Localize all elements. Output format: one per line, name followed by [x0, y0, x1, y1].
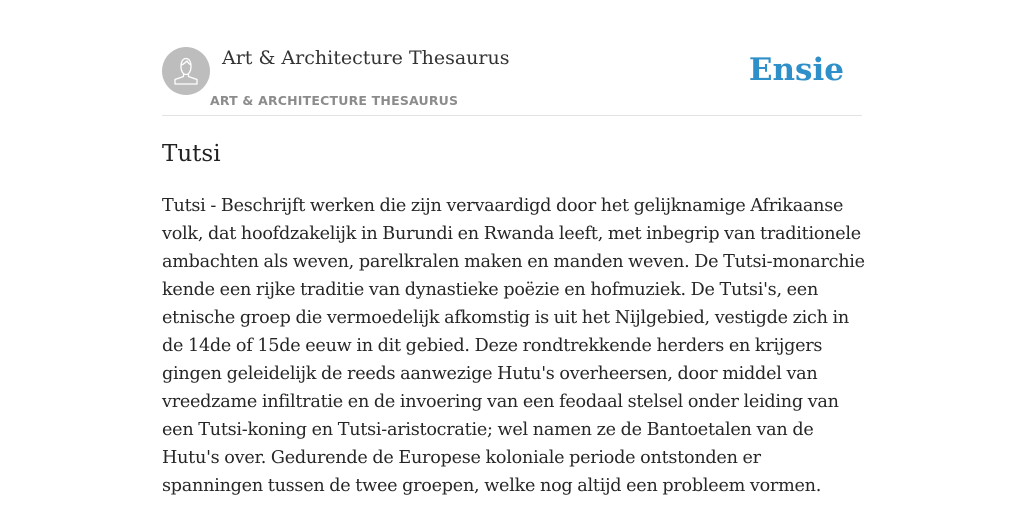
term-description: Tutsi - Beschrijft werken die zijn vervaardigd door het gelijknamige Afrikaanse volk, dat hoofdzakelijk in Burundi en Rwanda leeft, met inbegrip van traditionele ambachten als weven, parelkralen maken en manden weven. De Tutsi-monarchie kende een rijke traditie van dynastieke poëzie en hofmuziek. De Tutsi's, een etnische groep die vermoedelijk afkomstig is uit het Nijlgebied, vestigde zich in de 14de of 15de eeuw in dit gebied. Deze rondtrekkende herders en krijgers gingen geleidelijk de reeds aanwezige Hutu's overheersen, door middel van vreedzame infiltratie en de invoering van een feodaal stelsel onder leiding van een Tutsi-koning en Tutsi-aristocratie; wel namen ze de Bantoetalen van de Hutu's over. Gedurende de Europese koloniale periode ontstonden er spanningen tussen de twee groepen, welke nog altijd een probleem vormen. — [162, 196, 865, 496]
term-title: Tutsi — [162, 141, 221, 167]
source-title[interactable]: Art & Architecture Thesaurus — [222, 47, 510, 69]
source-subtitle[interactable]: ART & ARCHITECTURE THESAURUS — [210, 93, 459, 108]
ensie-logo[interactable]: Ensie — [748, 52, 844, 88]
source-avatar[interactable] — [162, 47, 210, 95]
user-silhouette-icon — [162, 47, 210, 95]
source-header — [162, 46, 862, 116]
